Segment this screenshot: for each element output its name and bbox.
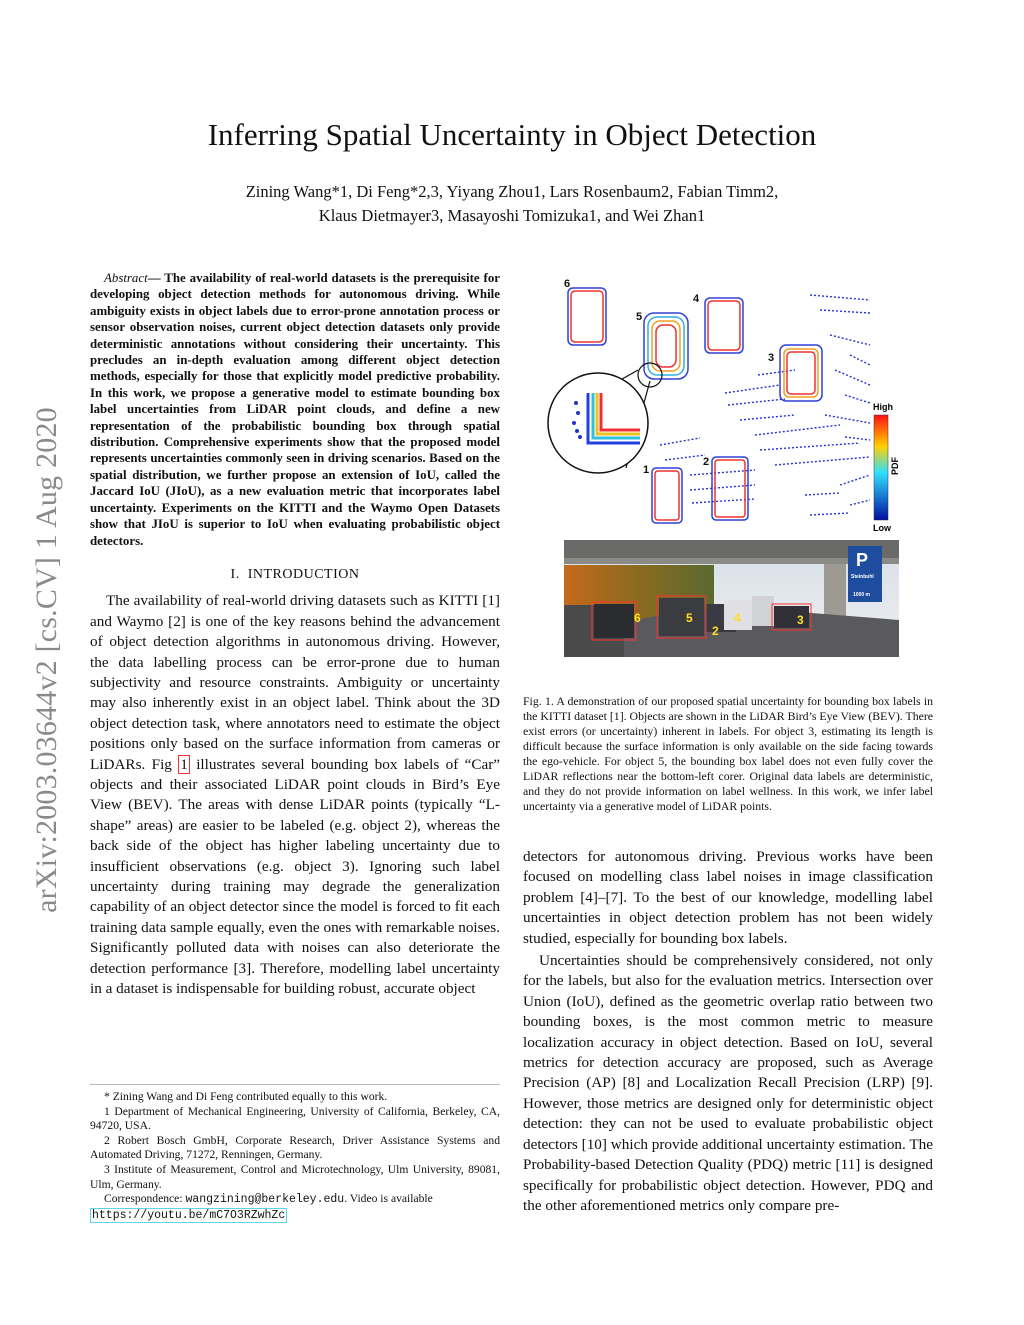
footnote-correspondence: [90, 1192, 500, 1223]
figure-reference-link[interactable]: 1: [180, 755, 188, 773]
object-label: 3: [768, 352, 775, 364]
colorbar: [874, 415, 888, 520]
footnote-rule: [90, 1084, 500, 1085]
email-link[interactable]: wangzining@berkeley.edu: [185, 1193, 345, 1207]
legend-axis: PDF: [890, 457, 900, 475]
intro-paragraph: [90, 591, 500, 999]
intro-text-b: illustrates several bounding box labels of “Car” objects and their associated LiDAR point clouds in Bird’s Eye View (BEV). The areas with dense LiDAR points (typically “L-shape” areas) are easier to be labeled (e.g. object 2), whereas the back side of the object has higher labeling uncertainty due to insufficient observations (e.g. object 3). Ignoring such label uncertainty during training may degrade the generalization capability of an object detector since the model is forced to fit each training data sample equally, even the ones with remarkable noises. Significantly polluted data with noises can also deteriorate the detection performance [3]. Therefore, modelling label uncertainty in a dataset is indispensable for building robust, accurate object: [90, 755, 501, 998]
object-label: 2: [703, 456, 710, 468]
abstract-text: — The availability of real-world datasets is the prerequisite for developing object detection methods for autonomous driving. While ambiguity exists in object labels due to error-prone annotation process or sensor observation noises, current object detection datasets only provide deterministic annotations without considering their uncertainty. This precludes an in-depth evaluation among different object detection methods, especially for those that explicitly model predictive probability. In this work, we propose a generative model to estimate bounding box label uncertainties from LiDAR point clouds, and define a new representation of the probabilistic bounding box through spatial distribution. Comprehensive experiments show that the proposed model represents uncertainties commonly seen in driving scenarios. Based on the spatial distribution, we further propose an extension of IoU, called the Jaccard IoU (JIoU), as a new evaluation metric that incorporates label uncertainty. Experiments on the KITTI and the Waymo Open Datasets show that JIoU is superior to IoU when evaluating probabilistic object detectors.: [90, 271, 500, 548]
sign-text: Steinbuhl: [851, 574, 874, 580]
footnotes: [90, 1090, 500, 1223]
video-url-link[interactable]: https://youtu.be/mC7O3RZwhZc: [92, 1208, 286, 1222]
camera-label: 2: [712, 624, 719, 638]
left-column: [90, 270, 500, 999]
legend-low: Low: [873, 523, 891, 533]
footnote-equal-contrib: * Zining Wang and Di Feng contributed equally to this work.: [104, 1090, 388, 1103]
object-label: 5: [636, 311, 643, 323]
video-text: . Video is available: [344, 1192, 433, 1206]
object-label: 4: [693, 293, 700, 305]
legend-high: High: [873, 402, 893, 412]
footnote-affil-3: 3 Institute of Measurement, Control and Microtechnology, Ulm University, 89081, Ulm, Germany.: [90, 1162, 500, 1191]
sign-letter: P: [856, 550, 869, 570]
abstract: [90, 270, 500, 549]
paper-title: Inferring Spatial Uncertainty in Object Detection: [207, 117, 817, 152]
camera-label: 6: [634, 611, 641, 625]
footnote-affil-1: 1 Department of Mechanical Engineering, University of California, Berkeley, CA, 94720, USA.: [90, 1104, 500, 1133]
right-paragraph-1: detectors for autonomous driving. Previous works have been focused on modelling class label noises in image classification problem [4]–[7]. To the best of our knowledge, modelling label uncertainties in object detection problem has not been widely studied, especially for bounding box labels.: [523, 848, 933, 947]
lidar-points: [660, 295, 870, 515]
camera-label: 3: [797, 613, 804, 627]
camera-label: 4: [734, 611, 741, 625]
object-label: 1: [643, 464, 650, 476]
camera-label: 5: [686, 611, 693, 625]
right-paragraph-2: Uncertainties should be comprehensively considered, not only for the labels, but also for the evaluation metrics. Intersection over Union (IoU), defined as the geometric overlap ratio between two bounding boxes, is the most common metric to measure localization accuracy in object detection. Based on IoU, several metrics for detection accuracy are proposed, such as Average Precision (AP) [8] and Localization Recall Precision (LRP) [9]. However, those metrics are designed only for deterministic object detection: they can not be used to evaluate probabilistic object detectors [10] which provide additional uncertainty estimation. The Probability-based Detection Quality (PDQ) metric [11] is designed specifically for probabilistic object detection. However, PDQ and the other aforementioned metrics only compare pre-: [523, 952, 933, 1214]
right-column: [523, 847, 933, 1216]
arxiv-side-stamp: arXiv:2003.03644v2 [cs.CV] 1 Aug 2020: [30, 407, 63, 913]
parking-sign: [848, 546, 882, 602]
intro-text-a: The availability of real-world driving datasets such as KITTI [1] and Waymo [2] is one of the key reasons behind the advancement of object detection algorithms in autonomous driving. However, the data labelling process can be error-prone due to human subjectivity and resource constraints. Ambiguity or uncertainty may also inherently exist in an object label. Think about the 3D object detection task, where annotators need to estimate the object positions only based on the surface information from cameras or LiDARs. Fig: [90, 592, 500, 773]
figure-caption: Fig. 1. A demonstration of our proposed spatial uncertainty for bounding box labels in the KITTI dataset [1]. Objects are shown in the LiDAR Bird’s Eye View (BEV). There exist errors (or uncertainty) inherent in labels. For object 3, estimating its length is difficult because the surface information is only available on the side facing towards the ego-vehicle. For object 5, the bounding box label does not even fully cover the LiDAR reflections near the bottom-left corer. Original data labels are deterministic, and they do not provide information on label wellness. In this work, we infer label uncertainty via a generative model of LiDAR points.: [523, 694, 933, 813]
section-heading: [90, 565, 500, 585]
authors-line-1: Zining Wang*1, Di Feng*2,3, Yiyang Zhou1, Lars Rosenbaum2, Fabian Timm2,: [245, 182, 779, 201]
authors-line-2: Klaus Dietmayer3, Masayoshi Tomizuka1, and Wei Zhan1: [318, 206, 706, 225]
object-label: 6: [564, 278, 571, 290]
footnote-affil-2: 2 Robert Bosch GmbH, Corporate Research, Driver Assistance Systems and Automated Driving, 71272, Renningen, Germany.: [90, 1133, 500, 1162]
abstract-label: Abstract: [104, 271, 148, 285]
corr-label: Correspondence:: [104, 1192, 186, 1206]
camera-image: [564, 540, 899, 657]
sign-distance: 1000 m: [853, 592, 870, 598]
lidar-bev-figure: [540, 275, 910, 540]
section-number: I.: [230, 566, 240, 582]
section-title: INTRODUCTION: [247, 566, 360, 582]
